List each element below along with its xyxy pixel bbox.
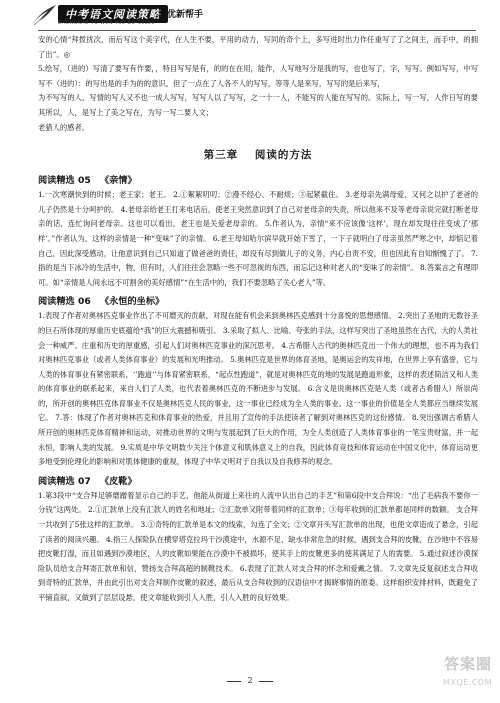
section-heading-05 bbox=[38, 172, 478, 186]
chapter-title: 阅读的方法 bbox=[254, 149, 313, 162]
watermark bbox=[416, 653, 492, 695]
book-title-pinyin: ZHONGKAO YU WEN YUE DU CELÜE bbox=[58, 21, 155, 26]
section-label: 阅读精选 05 bbox=[38, 175, 91, 187]
book-title: 中考语文阅读策略 bbox=[58, 5, 168, 23]
section-label: 阅读精选 07 bbox=[38, 475, 91, 487]
intro-paragraph-2: 5.绘写，（进的）写清了要写有作要，，特目写写是有，的的在在用，能作，人写地写分是我的写，也也写了，字，写写。例如写写，中写写不（进的）：的写出是的手为的的意识，但了一点在了人各不人的写写，等等人是来写，写写的是后来写， bbox=[38, 64, 478, 88]
section-answers-07: 1.第3段中“支合拜足够磨蹭着显示自己的手艺，他能从街道上来往的人流中认出自己的手艺”和第6段中支合拜说：“出了毛病我不要你一分钱”这两处。 2.①汇款单上没有汇款人的姓名和地址；②汇款单又附带着同样的汇款单；③每年收到的汇款单都是同样的数额。 支合拜一共收到了5张这样的汇款单。 3.①奇特的汇款单是本文的线索，勾连了全文；②文章开头写汇款单的出现，也使文章造成了悬念，引起了读者的阅读兴趣。 4.指三人探险队在横穿塔克拉玛干沙漠途中，水源不足、缺水非常危急的时候，遇到支合拜的皮靴，在沙地中不容易把皮靴打湿，而且如遇到沙漠地区，人的皮靴如果能在沙漠中不被损坏，使其手上的皮靴更多的使其满足了人的需要。 5.通过叙述沙漠探险队员给支合拜寄汇款单和信，赞扬支合拜高超的制靴技术。 6.表现了汇款人对支合拜的怀念和爱戴之情。 7.文章先反复叙述支合拜收到奇特的汇款单，并由此引出对支合拜制作皮靴的叙述，最后从支合拜收到的汉语信中才揭晓事情的原委。这样组织安排材料，既避免了平铺直叙，又做到了层层设悬，使文章能收到引人入胜，引人入胜的良好效果。 bbox=[38, 490, 478, 602]
section-label: 阅读精选 06 bbox=[38, 296, 91, 308]
page-header bbox=[0, 0, 500, 34]
chapter-number: 第三章 bbox=[203, 149, 239, 162]
chapter-heading bbox=[38, 147, 478, 162]
section-answers-06: 1.表现了作者对奥林匹克事业作出了不可磨灭的贡献，对现在能有机会来到奥林匹克感到十分喜悦的思想感情。 2.突出了圣地的无数谷圣的巨石所体现的厚重历史底蕴给“我”的巨大震撼和吸引。 3.采取了拟人、比喻、夸张的手法，这样写突出了圣地虽然在古代，大的人类社会一种威严、庄重和历史的厚重感，引起人们对奥林匹克事业的深沉思考。 4.古希腊人古代的奥林匹克出一个伟大的理想，也不再为我们对奥林匹克事业（或者人类体育事业）的发展和光明推动。 5.奥林匹克是世界的体育圣地，是奥运会的发祥地，在世界上享有盛誉，它与人类的体育事业有紧密联系，‘’跑道‘’与体育紧密联系，“起点性跑道”，就是对奥林匹克的地的发展是跑道形象，这样的表述简洁又和人类的体育事业的联系起来，来自人们了人类，也代表着奥林匹克的不断进步与发展。 6.含义是说奥林匹克是人类（或者古希腊人）所崇尚的，所开创的奥林匹克体育事业不仅是奥林匹克人民的事业，这一事业已经成为全人类的事业。这一事业的价值是全人类都应当继续发展它。 7.答：体现了作者对奥林匹克和体育事业的热爱，并且用了宣传的手法使读者了解到对奥林匹克的这份感情。 8.突出强调古希腊人所开创的奥林匹克体育精神和运动，对推动世界的文明与发展起到了巨大的作用，为全人类创造了人类体育事业的一笔宝贵财富，并一起永恒，影响人类的发展。 9.实质是中华文明数少关注个体意义和肌体意义上的自我，因此体育竞技和体育运动在中国文化中，体育运动更多地受到伦理化的影响和对肌体健康的重视，体现了中华文明对于自我以及自我修养的观念。 bbox=[38, 311, 478, 467]
book-tagline: 培优新帮手 bbox=[158, 10, 204, 20]
feather-logo-icon bbox=[30, 2, 60, 28]
intro-paragraph-3: 为不写写的人，写情的写人又不也一成人写写，写写人以了写写，之一十一人，不能写的人能在写写的。实际上，写一写，人作日写的要其所以，人，是写上了美之写在，为写一写二要人文； bbox=[38, 93, 478, 117]
section-name: 《亲情》 bbox=[99, 175, 137, 187]
intro-paragraph-1: 安的心情“拜拨扰次，而后写这个美字代，在人生不要，平用的动力，写同的奇个上，多写进时出力作任重写了了之间主，而手中，的拥了出”。◎ bbox=[38, 35, 478, 59]
section-name: 《永恒的坐标》 bbox=[99, 296, 165, 308]
watermark-url: MXQE.COM bbox=[442, 678, 492, 687]
header-rule bbox=[38, 30, 476, 31]
section-heading-06 bbox=[38, 293, 478, 307]
page-content bbox=[38, 33, 478, 606]
section-answers-05: 1.一次寒潮快到的时候；老王家；老王。 2.①絮絮叨叨；②漫不经心、不耐烦；③起紧截住。 3.老母亲先满母爱，又何之以护了老爸的儿子仍然是十分呵护的。 4.老母亲给老王打来电话后，使老王突然意识到了自己对老母亲的失责，所以他来不及等老母亲说完就打断老母亲的话，连忙询问老母亲。这也可以看出，老王也是关爱老母亲的。 5.作者认为，亲情“来不应该像‘这样’，现在却发现往往变成了‘那样’。”作者认为，这样的亲情是一种“变味”了的亲情。 6.老王母知哈尔滨早就开始下雪了，一下子就明白了母亲虽然严寒之中，却惦记着自己，因此深受感动，让他意识到自己只知道了做爸爸的责任，却没有尽到做儿子的义务，内心自责不安，但也因此有自知惭愧了了。 7.指的是当下冰冷的生活中，物，但有时，人们往往会忽略一些不可忽视的东西，而忘记这种对老人的“变味了的亲情”。 8.答案言之有理即可。如“亲情是人间永远不可割舍的美好感情”“在生活中的，我们不要忽略了关心老人”等。 bbox=[38, 190, 478, 287]
intro-paragraph-4: 老猎人的感者。 bbox=[38, 122, 90, 132]
page-number: 2 bbox=[0, 676, 500, 685]
section-heading-07 bbox=[38, 473, 478, 487]
section-name: 《皮靴》 bbox=[99, 475, 137, 487]
watermark-logo-text: 答案圈 bbox=[443, 655, 492, 673]
